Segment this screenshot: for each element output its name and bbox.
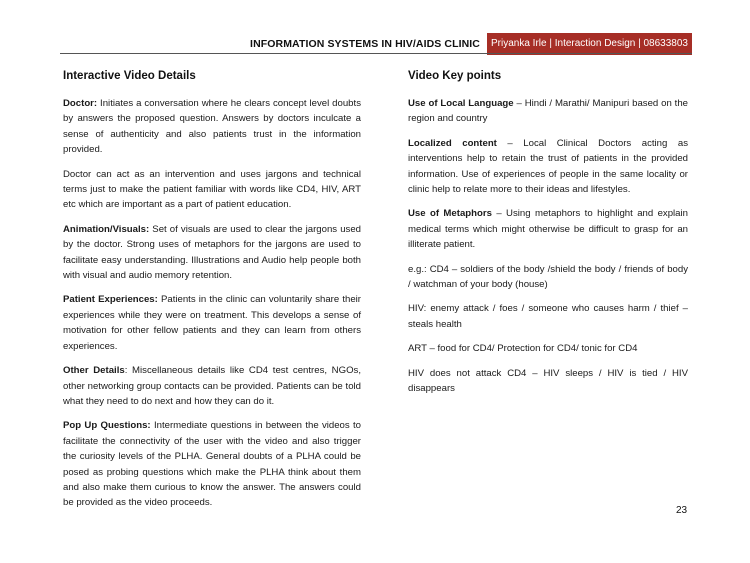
- paragraph-animation-visuals: [63, 222, 361, 284]
- page-number: 23: [676, 505, 688, 516]
- document-header-title: INFORMATION SYSTEMS IN HIV/AIDS CLINIC: [250, 38, 480, 50]
- paragraph-hiv-cd4-example: [408, 366, 688, 397]
- paragraph-text: – Hindi / Marathi/ Manipuri based on the region and country: [408, 98, 688, 125]
- paragraph-label: Doctor:: [63, 98, 98, 109]
- left-column: [63, 70, 361, 520]
- paragraph-text: Set of visuals are used to clear the jargons used by the doctor. Strong uses of metaphors for the jargons are used to facilitate easy understanding. Illustrations and Audio help people both with visual and audio memory retention.: [63, 223, 361, 282]
- paragraph-doctor: [63, 96, 361, 158]
- paragraph-cd4-example: [408, 262, 688, 293]
- paragraph-label: Pop Up Questions:: [63, 420, 151, 432]
- paragraph-localized-content: [408, 136, 688, 198]
- paragraph-text: e.g.: CD4 – soldiers of the body /shield the body / friends of body / watchman of your body (house): [408, 263, 688, 291]
- right-column: [408, 70, 688, 406]
- paragraph-pop-up-questions: [63, 418, 361, 510]
- paragraph-text: Doctor can act as an intervention and uses jargons and technical terms just to make the patient familiar with words like CD4, HIV, ART etc which are important as a part of patient education.: [63, 168, 361, 211]
- header-divider: [60, 53, 692, 54]
- paragraph-art-example: [408, 341, 688, 356]
- paragraph-label: Patient Experiences:: [63, 294, 158, 306]
- author-badge: Priyanka Irle | Interaction Design | 08633803: [487, 33, 692, 55]
- paragraph-patient-experiences: [63, 292, 361, 354]
- paragraph-text: HIV does not attack CD4 – HIV sleeps / HIV is tied / HIV disappears: [408, 367, 688, 395]
- paragraph-text: : Miscellaneous details like CD4 test centres, NGOs, other networking group contacts can be provided. Patients can be told what they need to do next and how they can do it.: [63, 365, 362, 407]
- paragraph-label: Use of Metaphors: [408, 208, 492, 220]
- paragraph-doctor-intervention: [63, 167, 361, 213]
- paragraph-use-of-metaphors: [408, 206, 688, 252]
- paragraph-text: – Local Clinical Doctors acting as interventions help to retain the trust of patients in the provided information. Use of experiences of people in the same locality or clinic help to relate more to their ideas and lifestyles.: [408, 137, 688, 196]
- paragraph-label: Animation/Visuals:: [63, 223, 150, 235]
- paragraph-text: Initiates a conversation where he clears concept level doubts by answers the proposed question. Answers by doctors inculcate a sense of authenticity and also patients trust in the information provided.: [63, 98, 361, 156]
- section-heading-interactive-video-details: Interactive Video Details: [63, 70, 196, 82]
- paragraph-text: Intermediate questions in between the videos to facilitate the connectivity of the user with the video and also trigger the curiosity levels of the PLHA. General doubts of a PLHA could be posed as probing questions which make the PLHA think about them and also make them curious to know the answer. The answers could be provided as the video proceeds.: [63, 420, 361, 509]
- section-heading-video-key-points: Video Key points: [408, 70, 502, 82]
- paragraph-local-language: [408, 96, 688, 127]
- paragraph-hiv-example: [408, 301, 688, 332]
- paragraph-text: HIV: enemy attack / foes / someone who causes harm / thief –steals health: [408, 303, 688, 330]
- paragraph-text: – Using metaphors to highlight and explain medical terms which might otherwise be difficult to grasp for an illiterate patient.: [408, 208, 688, 251]
- paragraph-label: Localized content: [408, 137, 497, 149]
- paragraph-text: ART – food for CD4/ Protection for CD4/ tonic for CD4: [408, 343, 638, 355]
- paragraph-label: Use of Local Language: [408, 98, 514, 109]
- paragraph-text: Patients in the clinic can voluntarily share their experiences while they were on treatment. This develops a sense of motivation for other fellow patients and they can learn from others experiences.: [63, 294, 361, 352]
- paragraph-other-details: [63, 363, 361, 409]
- paragraph-label: Other Details: [63, 365, 125, 377]
